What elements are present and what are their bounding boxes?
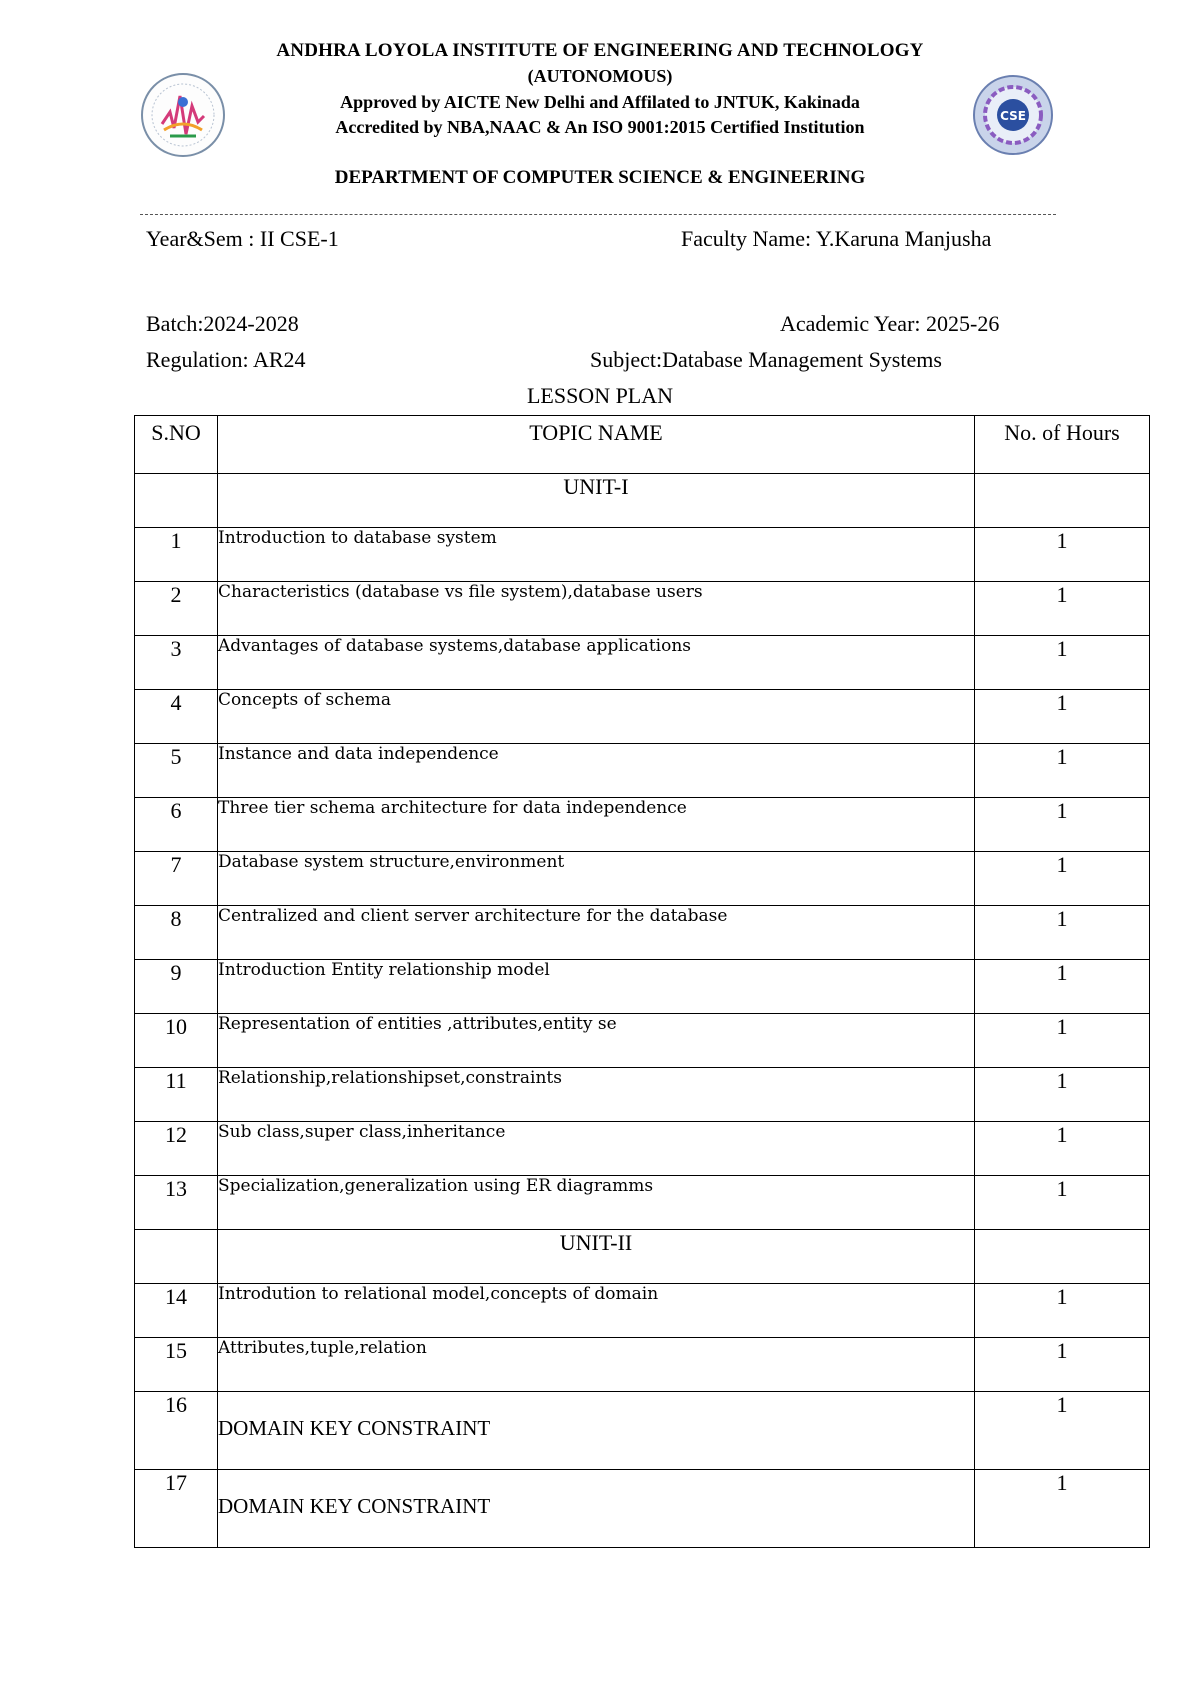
row-topic: Introduction to database system — [218, 528, 975, 582]
row-hours: 1 — [975, 636, 1150, 690]
lesson-plan-table — [134, 415, 1150, 1548]
academic-year: Academic Year: 2025-26 — [780, 311, 1000, 336]
row-sno: 7 — [135, 852, 218, 906]
table-row — [135, 906, 1150, 960]
row-sno: 5 — [135, 744, 218, 798]
header-topic: TOPIC NAME — [218, 416, 975, 474]
row-sno: 2 — [135, 582, 218, 636]
row-topic: Specialization,generalization using ER diagramms — [218, 1176, 975, 1230]
row-topic: Centralized and client server architecture for the database — [218, 906, 975, 960]
row-sno: 17 — [135, 1470, 218, 1548]
row-topic: Attributes,tuple,relation — [218, 1338, 975, 1392]
table-row — [135, 852, 1150, 906]
year-sem: Year&Sem : II CSE-1 — [146, 226, 339, 251]
cse-department-logo-icon — [972, 74, 1054, 156]
unit-title: UNIT-I — [218, 474, 975, 528]
faculty-name: Faculty Name: Y.Karuna Manjusha — [681, 226, 992, 251]
row-sno: 10 — [135, 1014, 218, 1068]
row-hours: 1 — [975, 798, 1150, 852]
row-sno: 13 — [135, 1176, 218, 1230]
table-row — [135, 1176, 1150, 1230]
row-topic: Three tier schema architecture for data independence — [218, 798, 975, 852]
row-topic: Sub class,super class,inheritance — [218, 1122, 975, 1176]
row-sno: 12 — [135, 1122, 218, 1176]
table-row — [135, 1284, 1150, 1338]
institution-name: ANDHRA LOYOLA INSTITUTE OF ENGINEERING AND TECHNOLOGY — [276, 40, 924, 61]
row-hours: 1 — [975, 1470, 1150, 1548]
row-sno: 16 — [135, 1392, 218, 1470]
approval-line: Approved by AICTE New Delhi and Affilated to JNTUK, Kakinada — [340, 92, 860, 112]
row-hours: 1 — [975, 960, 1150, 1014]
row-hours: 1 — [975, 1338, 1150, 1392]
row-sno: 11 — [135, 1068, 218, 1122]
row-hours: 1 — [975, 1392, 1150, 1470]
row-topic: Introduction Entity relationship model — [218, 960, 975, 1014]
row-topic: Advantages of database systems,database applications — [218, 636, 975, 690]
row-sno: 3 — [135, 636, 218, 690]
row-sno: 4 — [135, 690, 218, 744]
header-divider — [140, 214, 1056, 215]
row-hours: 1 — [975, 744, 1150, 798]
row-sno: 8 — [135, 906, 218, 960]
row-topic: Introdution to relational model,concepts of domain — [218, 1284, 975, 1338]
batch: Batch:2024-2028 — [146, 311, 299, 336]
table-row — [135, 528, 1150, 582]
subject: Subject:Database Management Systems — [590, 347, 942, 372]
accreditation-line: Accredited by NBA,NAAC & An ISO 9001:2015 Certified Institution — [335, 117, 865, 137]
cse-logo-text: CSE — [1000, 109, 1026, 123]
row-hours: 1 — [975, 690, 1150, 744]
department-name: DEPARTMENT OF COMPUTER SCIENCE & ENGINEERING — [334, 167, 866, 188]
row-sno: 9 — [135, 960, 218, 1014]
row-sno: 14 — [135, 1284, 218, 1338]
regulation: Regulation: AR24 — [146, 347, 306, 372]
row-hours: 1 — [975, 528, 1150, 582]
row-topic: Relationship,relationshipset,constraints — [218, 1068, 975, 1122]
unit-row — [135, 474, 1150, 528]
autonomous-label: (AUTONOMOUS) — [527, 66, 673, 86]
header-hours: No. of Hours — [975, 416, 1150, 474]
row-hours: 1 — [975, 1176, 1150, 1230]
document-header — [0, 0, 1200, 200]
row-hours: 1 — [975, 906, 1150, 960]
row-topic: DOMAIN KEY CONSTRAINT — [218, 1470, 975, 1548]
table-row — [135, 1122, 1150, 1176]
table-row — [135, 636, 1150, 690]
row-topic: Concepts of schema — [218, 690, 975, 744]
table-row — [135, 582, 1150, 636]
row-topic: Instance and data independence — [218, 744, 975, 798]
row-hours: 1 — [975, 582, 1150, 636]
row-sno: 1 — [135, 528, 218, 582]
row-hours: 1 — [975, 852, 1150, 906]
table-row — [135, 1392, 1150, 1470]
table-row — [135, 798, 1150, 852]
table-header-row — [135, 416, 1150, 474]
unit-row — [135, 1230, 1150, 1284]
header-sno: S.NO — [135, 416, 218, 474]
row-topic: Representation of entities ,attributes,entity se — [218, 1014, 975, 1068]
row-sno: 15 — [135, 1338, 218, 1392]
table-row — [135, 1470, 1150, 1548]
table-row — [135, 960, 1150, 1014]
row-hours: 1 — [975, 1068, 1150, 1122]
row-topic: Characteristics (database vs file system),database users — [218, 582, 975, 636]
lesson-plan-title: LESSON PLAN — [526, 383, 674, 408]
table-row — [135, 744, 1150, 798]
table-row — [135, 1068, 1150, 1122]
row-hours: 1 — [975, 1122, 1150, 1176]
table-row — [135, 1338, 1150, 1392]
row-topic: Database system structure,environment — [218, 852, 975, 906]
unit-title: UNIT-II — [218, 1230, 975, 1284]
row-hours: 1 — [975, 1284, 1150, 1338]
table-row — [135, 690, 1150, 744]
row-topic: DOMAIN KEY CONSTRAINT — [218, 1392, 975, 1470]
row-sno: 6 — [135, 798, 218, 852]
row-hours: 1 — [975, 1014, 1150, 1068]
table-row — [135, 1014, 1150, 1068]
